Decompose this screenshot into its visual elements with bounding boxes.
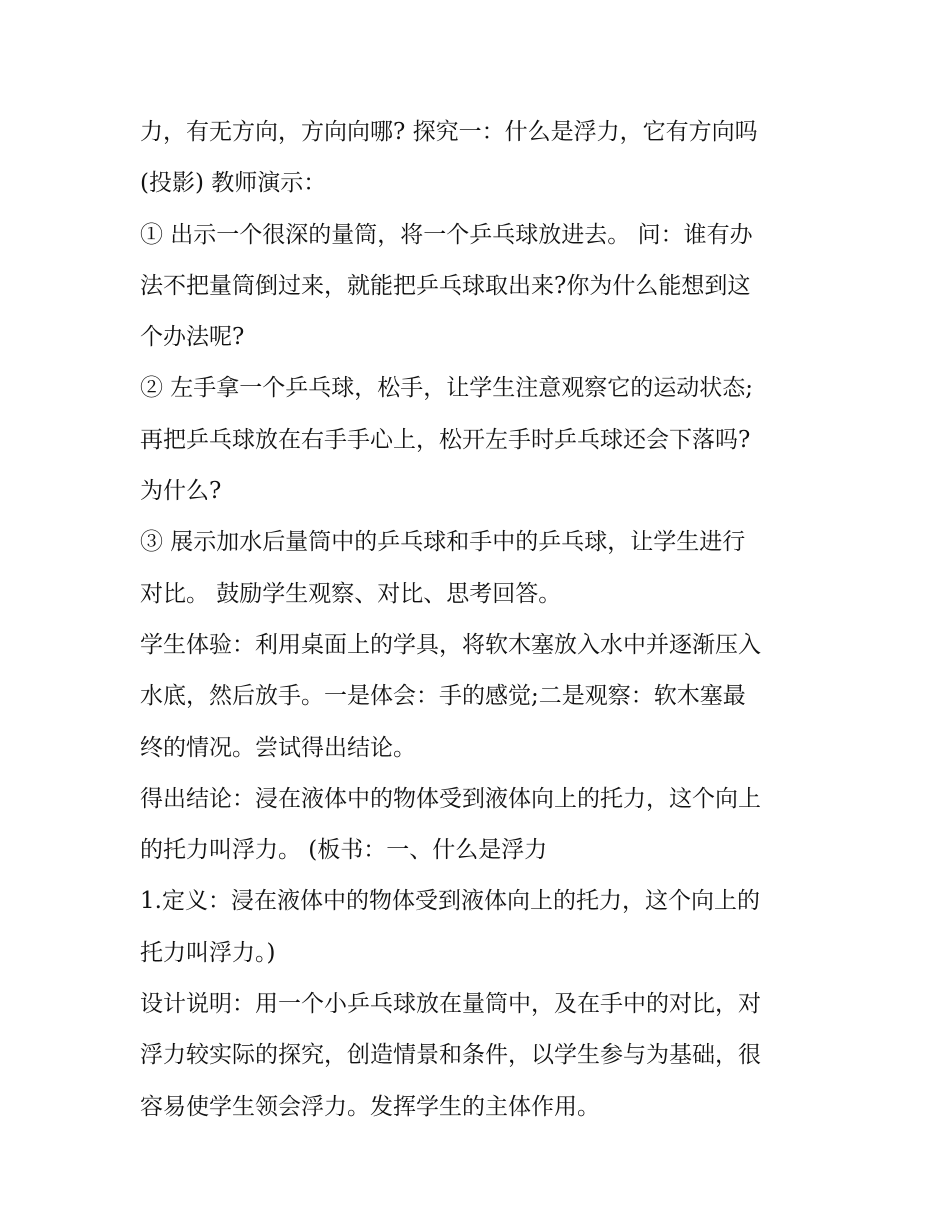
text-line: 容易使学生领会浮力。发挥学生的主体作用。 (140, 1093, 600, 1120)
text-line: 学生体验：利用桌面上的学具，将软木塞放入水中并逐渐压入 (140, 631, 761, 658)
document-body (140, 107, 820, 1133)
text-line: 浮力较实际的探究，创造情景和条件，以学生参与为基础，很 (140, 1042, 761, 1069)
text-line: 再把乒乓球放在右手手心上，松开左手时乒乓球还会下落吗? (140, 426, 751, 453)
text-line: ② 左手拿一个乒乓球，松手，让学生注意观察它的运动状态; (140, 375, 754, 402)
text-line: 为什么? (140, 478, 222, 505)
text-line: (投影) 教师演示： (140, 170, 327, 197)
text-line: 法不把量筒倒过来，就能把乒乓球取出来?你为什么能想到这 (140, 272, 751, 299)
text-line: 1.定义：浸在液体中的物体受到液体向上的托力，这个向上的 (140, 888, 760, 915)
text-line: 设计说明：用一个小乒乓球放在量筒中，及在手中的对比，对 (140, 991, 761, 1018)
text-line: ① 出示一个很深的量筒，将一个乒乓球放进去。 问：谁有办 (140, 221, 753, 248)
text-line: ③ 展示加水后量筒中的乒乓球和手中的乒乓球，让学生进行 (140, 529, 746, 556)
text-line: 终的情况。尝试得出结论。 (140, 734, 416, 761)
text-line: 托力叫浮力。) (140, 939, 276, 966)
text-line: 的托力叫浮力。 (板书：一、什么是浮力 (140, 837, 548, 864)
text-line: 个办法呢? (140, 324, 245, 351)
text-line: 水底，然后放手。一是体会：手的感觉;二是观察：软木塞最 (140, 683, 746, 710)
text-line: 得出结论：浸在液体中的物体受到液体向上的托力，这个向上 (140, 785, 761, 812)
text-line: 力，有无方向，方向向哪? 探究一：什么是浮力，它有方向吗 (140, 119, 758, 145)
text-line: 对比。 鼓励学生观察、对比、思考回答。 (140, 580, 562, 607)
